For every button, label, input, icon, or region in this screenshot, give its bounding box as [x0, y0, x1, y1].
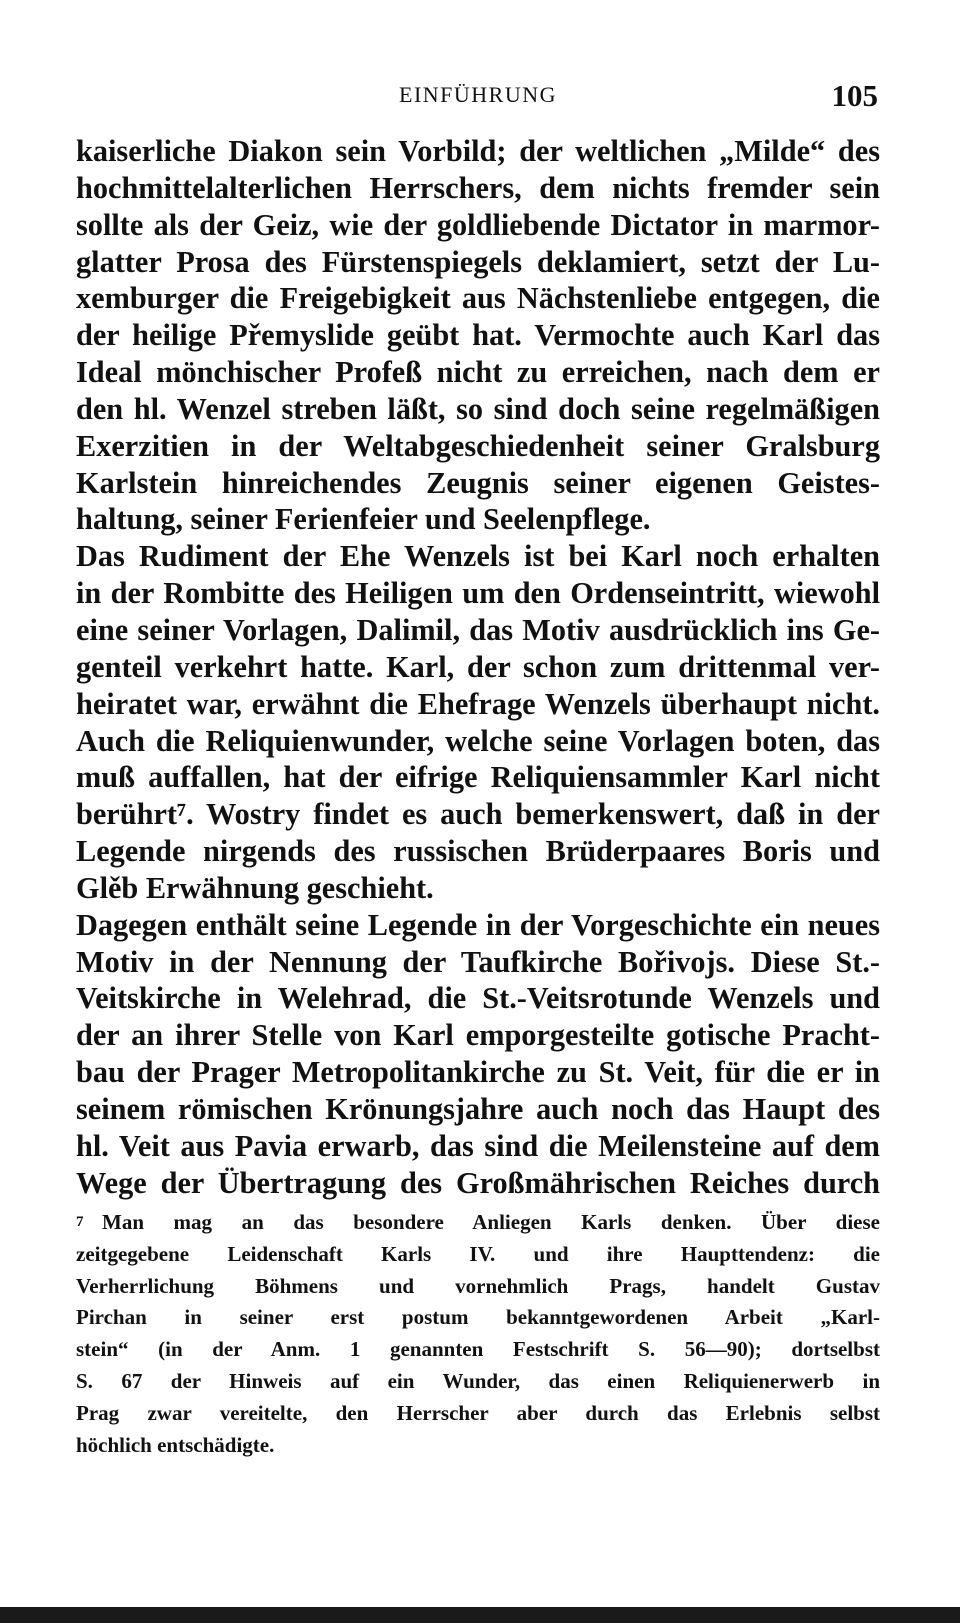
paragraph: [76, 133, 880, 538]
paragraph: [76, 907, 880, 1202]
footnote-line: S. 67 der Hinweis auf ein Wunder, das einen Reliquienerwerb in: [76, 1368, 880, 1393]
text-line: in der Rombitte des Heiligen um den Ordenseintritt, wiewohl: [76, 576, 880, 611]
footnote-line: Pirchan in seiner erst postum bekanntgewordenen Arbeit „Karl-: [76, 1305, 880, 1330]
text-line: Karlstein hinreichendes Zeugnis seiner eigenen Geistes-: [76, 465, 880, 500]
footnote-line: höchlich entschädigte.: [76, 1432, 275, 1457]
text-line: den hl. Wenzel streben läßt, so sind doch seine regelmäßigen: [76, 391, 880, 426]
text-line: hl. Veit aus Pavia erwarb, das sind die Meilensteine auf dem: [76, 1128, 880, 1163]
footnote: [76, 1207, 880, 1461]
text-line: der heilige Přemyslide geübt hat. Vermochte auch Karl das: [76, 318, 880, 353]
text-line: Ideal mönchischer Profeß nicht zu erreichen, nach dem er: [76, 355, 880, 390]
text-line: der an ihrer Stelle von Karl emporgesteilte gotische Pracht-: [76, 1018, 880, 1053]
text-line: Motiv in der Nennung der Taufkirche Bořivojs. Diese St.-: [76, 944, 880, 979]
page-number: 105: [831, 78, 878, 113]
paragraph: [76, 538, 880, 906]
text-line: kaiserliche Diakon sein Vorbild; der weltlichen „Milde“ des: [76, 134, 880, 168]
text-line: haltung, seiner Ferienfeier und Seelenpflege.: [76, 502, 651, 537]
text-line: Auch die Reliquienwunder, welche seine Vorlagen boten, das: [76, 723, 880, 758]
text-line: eine seiner Vorlagen, Dalimil, das Motiv ausdrücklich ins Ge-: [76, 612, 880, 647]
text-line: Legende nirgends des russischen Brüderpaares Boris und: [76, 834, 880, 869]
footnote-line: Verherrlichung Böhmens und vornehmlich Prags, handelt Gustav: [76, 1273, 880, 1298]
text-line: glatter Prosa des Fürstenspiegels deklamiert, setzt der Lu-: [76, 244, 880, 279]
text-line: Exerzitien in der Weltabgeschiedenheit seiner Gralsburg: [76, 428, 880, 463]
text-line: Glěb Erwähnung geschieht.: [76, 870, 434, 905]
text-line: genteil verkehrt hatte. Karl, der schon zum drittenmal ver-: [76, 649, 880, 684]
text-line: Dagegen enthält seine Legende in der Vorgeschichte ein neues: [76, 907, 880, 942]
footnote-line: Prag zwar vereitelte, den Herrscher aber durch das Erlebnis selbst: [76, 1400, 880, 1425]
text-line: xemburger die Freigebigkeit aus Nächstenliebe entgegen, die: [76, 281, 880, 316]
footnote-marker: 7: [76, 1214, 84, 1230]
text-line: sollte als der Geiz, wie der goldliebende Dictator in marmor-: [76, 207, 880, 242]
footnote-first-line-wrap: [76, 1207, 880, 1239]
text-line: Veitskirche in Welehrad, die St.-Veitsrotunde Wenzels und: [76, 981, 880, 1016]
scan-edge-bar: [0, 1607, 960, 1623]
body-text: [76, 133, 880, 1201]
text-line: berührt⁷. Wostry findet es auch bemerkenswert, daß in der: [76, 797, 880, 832]
footnote-line: stein“ (in der Anm. 1 genannten Festschrift S. 56—90); dortselbst: [76, 1337, 880, 1362]
text-line: hochmittelalterlichen Herrschers, dem nichts fremder sein: [76, 170, 880, 205]
running-head: [78, 78, 878, 122]
footnote-line: Man mag an das besondere Anliegen Karls denken. Über diese: [102, 1210, 880, 1234]
text-line: muß auffallen, hat der eifrige Reliquiensammler Karl nicht: [76, 760, 880, 795]
text-line: Wege der Übertragung des Großmährischen Reiches durch: [76, 1165, 880, 1200]
text-line: heiratet war, erwähnt die Ehefrage Wenzels überhaupt nicht.: [76, 686, 880, 721]
text-line: seinem römischen Krönungsjahre auch noch das Haupt des: [76, 1091, 880, 1126]
text-line: bau der Prager Metropolitankirche zu St. Veit, für die er in: [76, 1055, 880, 1090]
footnote-line: zeitgegebene Leidenschaft Karls IV. und ihre Haupttendenz: die: [76, 1241, 880, 1266]
text-line: Das Rudiment der Ehe Wenzels ist bei Karl noch erhalten: [76, 539, 880, 574]
running-title: EINFÜHRUNG: [399, 82, 557, 107]
